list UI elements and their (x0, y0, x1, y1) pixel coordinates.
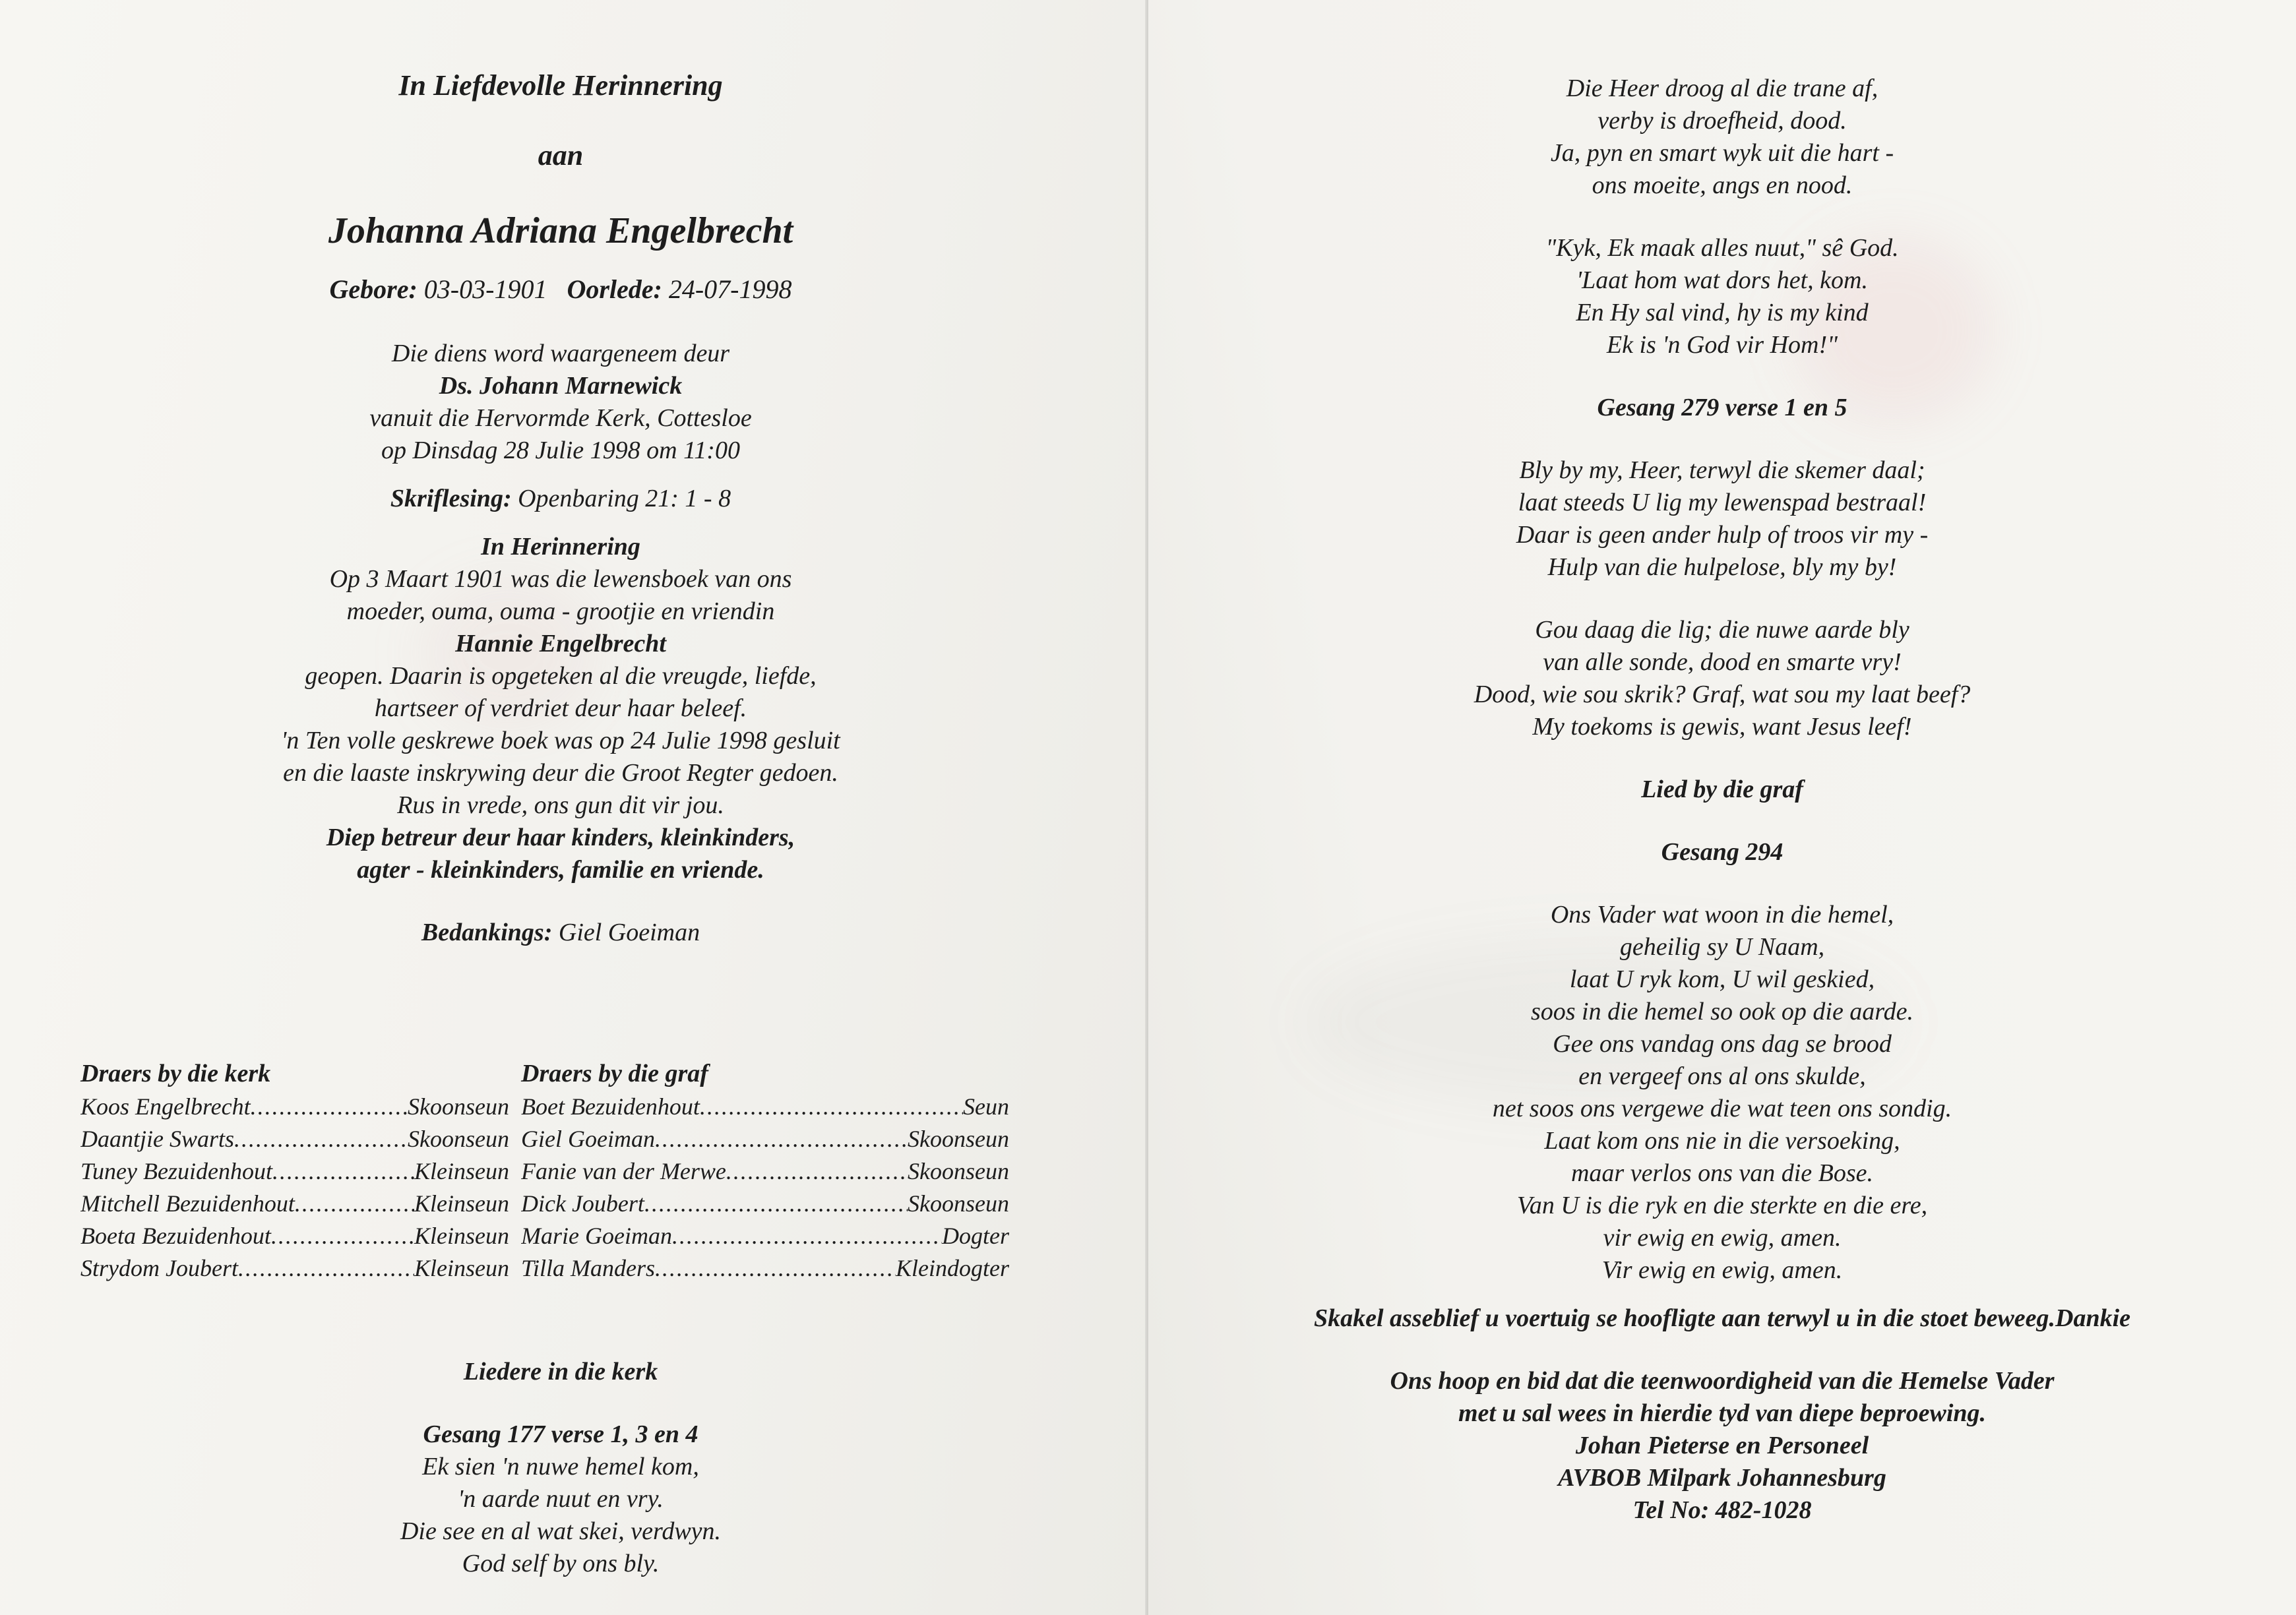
memory-line: geopen. Daarin is opgeteken al die vreugde, liefde, (305, 662, 817, 690)
bearer-name: Strydom Joubert (80, 1255, 238, 1281)
prayer-line: maar verlos ons van die Bose. (1570, 1159, 1874, 1187)
hymn-title: Gesang 279 verse 1 en 5 (1597, 394, 1847, 421)
church-songs (73, 1356, 1049, 1580)
leader-dots (672, 1220, 942, 1252)
verse-line: "Kyk, Ek maak alles nuut," sê God. (1545, 234, 1899, 262)
bearer-relation: Kleinseun (414, 1190, 509, 1217)
hymn-title: Gesang 177 verse 1, 3 en 4 (423, 1420, 698, 1448)
memorial-heading: In Liefdevolle Herinnering (398, 69, 723, 102)
prayer-line: Vir ewig en ewig, amen. (1601, 1256, 1843, 1284)
bearer-name: Dick Joubert (521, 1190, 644, 1217)
thanks-label: Bedankings: (421, 919, 553, 946)
bearer-name: Boeta Bezuidenhout (80, 1223, 271, 1249)
died-date: 24-07-1998 (668, 274, 792, 304)
bearer-relation: Dogter (942, 1223, 1009, 1249)
list-item (521, 1155, 1009, 1188)
list-item (80, 1188, 509, 1220)
verse-line: Gou daag die lig; die nuwe aarde bly (1535, 616, 1909, 644)
verse-line: verby is droefheid, dood. (1598, 107, 1847, 135)
closing-line: Ons hoop en bid dat die teenwoordigheid van die Hemelse Vader (1390, 1367, 2055, 1395)
church-bearers-title: Draers by die kerk (80, 1060, 271, 1087)
list-item (521, 1188, 1009, 1220)
leader-dots (272, 1155, 414, 1188)
list-item (80, 1123, 509, 1155)
prayer-line: net soos ons vergewe die wat teen ons sondig. (1492, 1095, 1952, 1122)
died-label: Oorlede: (567, 274, 662, 304)
list-item (80, 1155, 509, 1188)
leader-dots (726, 1155, 908, 1188)
bearer-relation: Kleinseun (414, 1255, 509, 1281)
songs-title: Liedere in die kerk (463, 1358, 658, 1386)
memory-line: Op 3 Maart 1901 was die lewensboek van ons (329, 565, 792, 593)
prayer-line: en vergeef ons al ons skulde, (1578, 1062, 1866, 1090)
hymn-title: Gesang 294 (1661, 838, 1784, 866)
scripture-reading (73, 483, 1049, 515)
verse-line: My toekoms is gewis, want Jesus leef! (1532, 713, 1912, 741)
prayer-line: laat U ryk kom, U wil geskied, (1569, 965, 1875, 993)
closing-line: met u sal wees in hierdie tyd van diepe beproewing. (1458, 1399, 1987, 1427)
life-dates (73, 272, 1049, 307)
prayer-line: vir ewig en ewig, amen. (1603, 1224, 1842, 1252)
verse-line: Ek is 'n God vir Hom!" (1606, 331, 1838, 359)
bearer-name: Daantjie Swarts (80, 1126, 235, 1152)
hymn-line: God self by ons bly. (462, 1550, 660, 1577)
bearer-relation: Skoonseun (908, 1158, 1009, 1184)
memory-line: 'n Ten volle geskrewe boek was op 24 Julie 1998 gesluit (281, 727, 840, 754)
leader-dots (700, 1091, 963, 1123)
verse-line: Die Heer droog al die trane af, (1566, 75, 1878, 102)
list-item (521, 1220, 1009, 1252)
list-item (80, 1220, 509, 1252)
headlights-notice: Skakel asseblief u voertuig se hoofligte aan terwyl u in die stoet beweeg.Dankie (1313, 1304, 2131, 1332)
mourners-line: agter - kleinkinders, familie en vriende. (357, 856, 764, 884)
church-bearers-list (80, 1056, 509, 1285)
bearer-relation: Skoonseun (408, 1093, 509, 1120)
prayer-line: Gee ons vandag ons dag se brood (1553, 1030, 1892, 1058)
bearer-relation: Kleinseun (414, 1158, 509, 1184)
verse-line: En Hy sal vind, hy is my kind (1576, 299, 1869, 326)
undertaker-phone: Tel No: 482-1028 (1632, 1496, 1812, 1524)
bearer-name: Boet Bezuidenhout (521, 1093, 700, 1120)
leader-dots (644, 1188, 908, 1220)
leader-dots (655, 1123, 908, 1155)
deceased-name: Johanna Adriana Engelbrecht (328, 210, 793, 251)
bearer-name: Tuney Bezuidenhout (80, 1158, 272, 1184)
prayer-line: geheilig sy U Naam, (1619, 933, 1825, 961)
nickname: Hannie Engelbrecht (455, 630, 666, 657)
bearer-relation: Skoonseun (908, 1126, 1009, 1152)
verse-line: van alle sonde, dood en smarte vry! (1543, 648, 1902, 676)
grave-bearers-list (521, 1056, 1009, 1285)
hymn-line: Ek sien 'n nuwe hemel kom, (422, 1453, 699, 1480)
list-item (80, 1091, 509, 1123)
verse-line: laat steeds U lig my lewenspad bestraal! (1518, 489, 1927, 516)
right-page (1148, 0, 2296, 1615)
list-item (80, 1252, 509, 1285)
prayer-line: Van U is die ryk en die sterkte en die ere, (1516, 1192, 1928, 1219)
undertaker-company: AVBOB Milpark Johannesburg (1558, 1464, 1886, 1492)
verse-line: 'Laat hom wat dors het, kom. (1576, 266, 1868, 294)
leader-dots (238, 1252, 414, 1285)
bearer-name: Mitchell Bezuidenhout (80, 1190, 295, 1217)
prayer-line: Laat kom ons nie in die versoeking, (1544, 1127, 1900, 1155)
left-column (73, 66, 1049, 949)
right-column (1227, 73, 2217, 1527)
grave-bearers-title: Draers by die graf (521, 1060, 708, 1087)
bearer-relation: Kleinseun (414, 1223, 509, 1249)
bearer-name: Tilla Manders (521, 1255, 656, 1281)
service-line: Die diens word waargeneem deur (391, 340, 730, 367)
service-church: vanuit die Hervormde Kerk, Cottesloe (369, 404, 752, 432)
list-item (521, 1091, 1009, 1123)
bearer-relation: Skoonseun (408, 1126, 509, 1152)
memory-line: moeder, ouma, ouma - grootjie en vriendin (346, 597, 775, 625)
memory-line: Rus in vrede, ons gun dit vir jou. (397, 791, 724, 819)
leader-dots (251, 1091, 408, 1123)
service-datetime: op Dinsdag 28 Julie 1998 om 11:00 (381, 437, 740, 464)
hymn-line: Die see en al wat skei, verdwyn. (400, 1517, 722, 1545)
verse-line: ons moeite, angs en nood. (1592, 171, 1853, 199)
bearer-name: Fanie van der Merwe (521, 1158, 726, 1184)
verse-line: Dood, wie sou skrik? Graf, wat sou my laat beef? (1474, 681, 1971, 708)
mourners-line: Diep betreur deur haar kinders, kleinkinders, (326, 824, 795, 851)
prayer-line: soos in die hemel so ook op die aarde. (1530, 998, 1914, 1025)
bearer-name: Koos Engelbrecht (80, 1093, 251, 1120)
leader-dots (295, 1188, 414, 1220)
undertaker-name: Johan Pieterse en Personeel (1575, 1432, 1869, 1459)
verse-line: Ja, pyn en smart wyk uit die hart - (1550, 139, 1894, 167)
leader-dots (655, 1252, 896, 1285)
minister-name: Ds. Johann Marnewick (439, 372, 683, 400)
list-item (521, 1252, 1009, 1285)
list-item (521, 1123, 1009, 1155)
bearer-relation: Kleindogter (896, 1255, 1009, 1281)
memory-title: In Herinnering (481, 533, 640, 561)
grave-song-title: Lied by die graf (1641, 776, 1803, 803)
verse-line: Bly by my, Heer, terwyl die skemer daal; (1519, 456, 1925, 484)
bearer-name: Giel Goeiman (521, 1126, 655, 1152)
hymn-line: 'n aarde nuut en vry. (458, 1485, 664, 1513)
verse-line: Daar is geen ander hulp of troos vir my - (1516, 521, 1929, 549)
memory-line: en die laaste inskrywing deur die Groot Regter gedoen. (283, 759, 838, 787)
born-label: Gebore: (329, 274, 418, 304)
verse-line: Hulp van die hulpelose, bly my by! (1547, 553, 1897, 581)
thanks-line (73, 917, 1049, 949)
bearer-relation: Skoonseun (908, 1190, 1009, 1217)
aan-text: aan (538, 139, 584, 171)
born-date: 03-03-1901 (423, 274, 547, 304)
scripture-label: Skriflesing: (390, 485, 512, 512)
bearer-name: Marie Goeiman (521, 1223, 672, 1249)
memory-line: hartseer of verdriet deur haar beleef. (374, 694, 747, 722)
leader-dots (271, 1220, 414, 1252)
leader-dots (234, 1123, 408, 1155)
bearer-relation: Seun (963, 1093, 1009, 1120)
thanks-value: Giel Goeiman (558, 919, 700, 946)
prayer-line: Ons Vader wat woon in die hemel, (1550, 901, 1894, 929)
scripture-value: Openbaring 21: 1 - 8 (518, 485, 731, 512)
